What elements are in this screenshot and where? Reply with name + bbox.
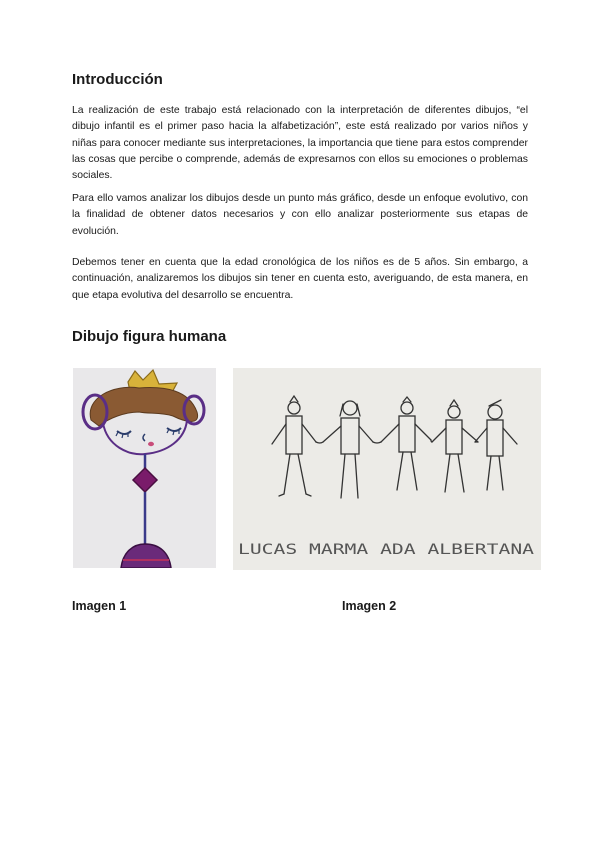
girl-drawing-illustration [73,368,216,568]
intro-paragraph-1: La realización de este trabajo está relacionado con la interpretación de diferentes dibujos, “el dibujo infantil es el primer paso hacia la alfabetización”, este está realizado por varios niños y niñas para conocer mediante sus interpretaciones, la importancia que tiene para estos comprender las cosas que percibe o comprende, además de expresarnos con ellos su emociones o problemas sociales. [72,105,528,182]
intro-paragraph-2: Para ello vamos analizar los dibujos desde un punto más gráfico, desde un enfoque evolutivo, con la finalidad de obtener datos necesarios y con ello analizar posteriormente sus etapas de evolución. [72,193,528,237]
caption-image-2: Imagen 2 [342,599,397,613]
section-heading-dibujo: Dibujo figura humana [72,328,227,345]
intro-paragraph-3: Debemos tener en cuenta que la edad cronológica de los niños es de 5 años. Sin embargo, a continuación, analizaremos los dibujos sin tener en cuenta esto, averiguando, de esta manera, en que etapa evolutiva del desarrollo se encuentra. [72,257,528,301]
intro-heading: Introducción [72,71,163,88]
drawing-image-1 [73,368,216,568]
handwritten-names-text: LUCAS MARMA ADA ALBERTANA [238,542,535,558]
group-figures-illustration [233,368,541,570]
caption-image-1: Imagen 1 [72,599,127,613]
drawing-image-2 [233,368,541,570]
